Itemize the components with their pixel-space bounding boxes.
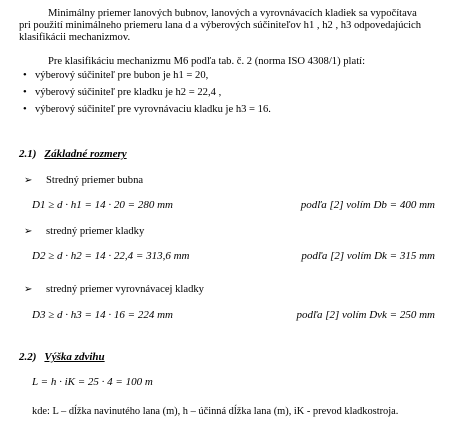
section-heading-2-2 [19, 351, 105, 363]
bullet-item-1 [23, 70, 208, 82]
intro-line-1: Minimálny priemer lanových bubnov, lanových a vyrovnávacích kladiek sa vypočítava [48, 8, 417, 19]
section-number: 2.2) [19, 351, 37, 363]
bullet-item-3 [23, 104, 271, 116]
bullet-dot-icon: • [23, 87, 27, 98]
equation-equalizer-pulley: D3 ≥ d · h3 = 14 · 16 = 224 mm [32, 309, 173, 321]
bullet-item-text: výberový súčiniteľ pre kladku je h2 = 22,4 , [35, 87, 222, 98]
classification-text: Pre klasifikáciu mechanizmu M6 podľa tab. č. 2 (norma ISO 4308/1) platí: [48, 56, 366, 67]
equation-lift-height: L = h · iK = 25 · 4 = 100 m [32, 376, 153, 388]
bullet-item-text: výberový súčiniteľ pre bubon je h1 = 20, [35, 70, 209, 81]
bullet-item-text: výberový súčiniteľ pre vyrovnávaciu kladku je h3 = 16. [35, 104, 271, 115]
lift-height-note: kde: L – dĺžka navinutého lana (m), h – účinná dĺžka lana (m), iK - prevod kladkostroja. [32, 406, 399, 417]
section-title: Základné rozmery [44, 148, 127, 160]
choice-equalizer-pulley: podľa [2] volím Dvk = 250 mm [296, 309, 435, 321]
bullet-item-2 [23, 87, 221, 99]
choice-pulley: podľa [2] volím Dk = 315 mm [301, 250, 435, 262]
bullet-dot-icon: • [23, 104, 27, 115]
equation-pulley: D2 ≥ d · h2 = 14 · 22,4 = 313,6 mm [32, 250, 190, 262]
intro-line-3: klasifikácii mechanizmov. [19, 32, 131, 43]
section-heading-2-1 [19, 148, 127, 160]
intro-line-2: pri použití minimálneho priemeru lana d a výberových súčiniteľov h1 , h2 , h3 odpovedajúcich [19, 20, 422, 31]
section-title: Výška zdvihu [44, 351, 105, 363]
choice-drum: podľa [2] volím Db = 400 mm [300, 199, 435, 211]
arrowhead-icon: ➢ [24, 175, 33, 186]
item-label-3: ➢ stredný priemer vyrovnávacej kladky [24, 284, 204, 295]
section-number: 2.1) [19, 148, 37, 160]
arrowhead-icon: ➢ [24, 226, 33, 237]
bullet-dot-icon: • [23, 70, 27, 81]
arrowhead-icon: ➢ [24, 284, 33, 295]
equation-drum: D1 ≥ d · h1 = 14 · 20 = 280 mm [32, 199, 173, 211]
item-label-1: ➢ Stredný priemer bubna [24, 175, 144, 186]
item-label-2: ➢ stredný priemer kladky [24, 226, 145, 237]
